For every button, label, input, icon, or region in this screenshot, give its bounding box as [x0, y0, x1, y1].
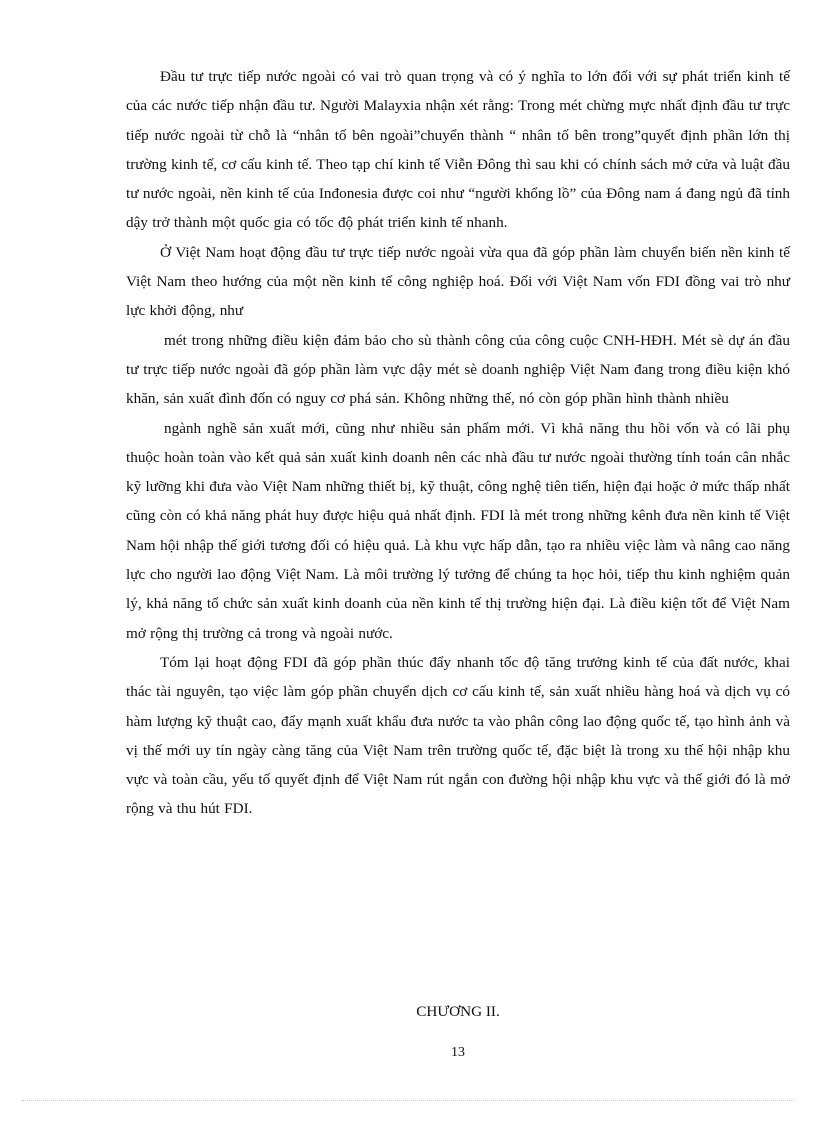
paragraph-cnh-hdh: mét trong những điều kiện đảm bảo cho sù thành công của công cuộc CNH-HĐH. Mét sè dự án đầu tư trực tiếp nước ngoài đã góp phần làm vực dậy mét sè doanh nghiệp Việt Nam đang trong điều kiện khó khăn, sản xuất đình đốn có nguy cơ phá sản. Không những thế, nó còn góp phần hình thành nhiều [126, 331, 790, 408]
document-body [126, 62, 790, 824]
paragraph-new-industries: ngành nghề sản xuất mới, cũng như nhiều sản phẩm mới. Vì khả năng thu hồi vốn và có lãi phụ thuộc hoàn toàn vào kết quả sản xuất kinh doanh nên các nhà đầu tư nước ngoài thường tính toán cân nhắc kỹ lưỡng khi đưa vào Việt Nam những thiết bị, kỹ thuật, công nghệ tiên tiến, hiện đại hoặc ở mức thấp nhất cũng còn có khả năng phát huy được hiệu quả nhất định. FDI là mét trong những kênh đưa nền kinh tế Việt Nam hội nhập thế giới tương đối có hiệu quả. Là khu vực hấp dẫn, tạo ra nhiều việc làm và nâng cao năng lực cho người lao động Việt Nam. Là môi trường lý tưởng để chúng ta học hỏi, tiếp thu kinh nghiệm quản lý, khả năng tổ chức sản xuất kinh doanh của nền kinh tế thị trường hiện đại. Là điều kiện tốt để Việt Nam mở rộng thị trường cả trong và ngoài nước. [126, 419, 790, 642]
chapter-heading: CHƯƠNG II. [416, 1003, 500, 1020]
paragraph-vietnam-fdi: Ở Việt Nam hoạt động đầu tư trực tiếp nước ngoài vừa qua đã góp phần làm chuyển biến nền kinh tế Việt Nam theo hướng của một nền kinh tế công nghiệp hoá. Đối với Việt Nam vốn FDI đồng vai trò như lực khởi động, như [126, 243, 790, 320]
paragraph-fdi-role: Đầu tư trực tiếp nước ngoài có vai trò quan trọng và có ý nghĩa to lớn đối với sự phát triển kinh tế của các nước tiếp nhận đầu tư. Người Malayxia nhận xét rằng: Trong mét chừng mực nhất định đầu tư trực tiếp nước ngoài từ chỗ là “nhân tố bên ngoài”chuyển thành “ nhân tố bên trong”quyết định phần lớn thị trường kinh tế, cơ cấu kinh tế. Theo tạp chí kinh tế Viễn Đông thì sau khi có chính sách mở cửa và luật đầu tư nước ngoài, nền kinh tế của Inđonesia được coi như “người khổng lồ” của Đông nam á đang ngủ đã tỉnh dậy trở thành một quốc gia có tốc độ phát triển kinh tế nhanh. [126, 68, 790, 232]
paragraph-summary: Tóm lại hoạt động FDI đã góp phần thúc đẩy nhanh tốc độ tăng trưởng kinh tế của đất nước, khai thác tài nguyên, tạo việc làm góp phần chuyển dịch cơ cấu kinh tế, sản xuất nhiều hàng hoá và dịch vụ có hàm lượng kỹ thuật cao, đẩy mạnh xuất khẩu đưa nước ta vào phân công lao động quốc tế, tạo hình ảnh và vị thế mới uy tín ngày càng tăng của Việt Nam trên trường quốc tế, đặc biệt là trong xu thế hội nhập khu vực và toàn cầu, yếu tố quyết định để Việt Nam rút ngắn con đường hội nhập khu vực và thế giới đó là mở rộng và thu hút FDI. [126, 653, 790, 818]
page-number: 13 [451, 1045, 465, 1060]
footer-divider [22, 1100, 794, 1101]
